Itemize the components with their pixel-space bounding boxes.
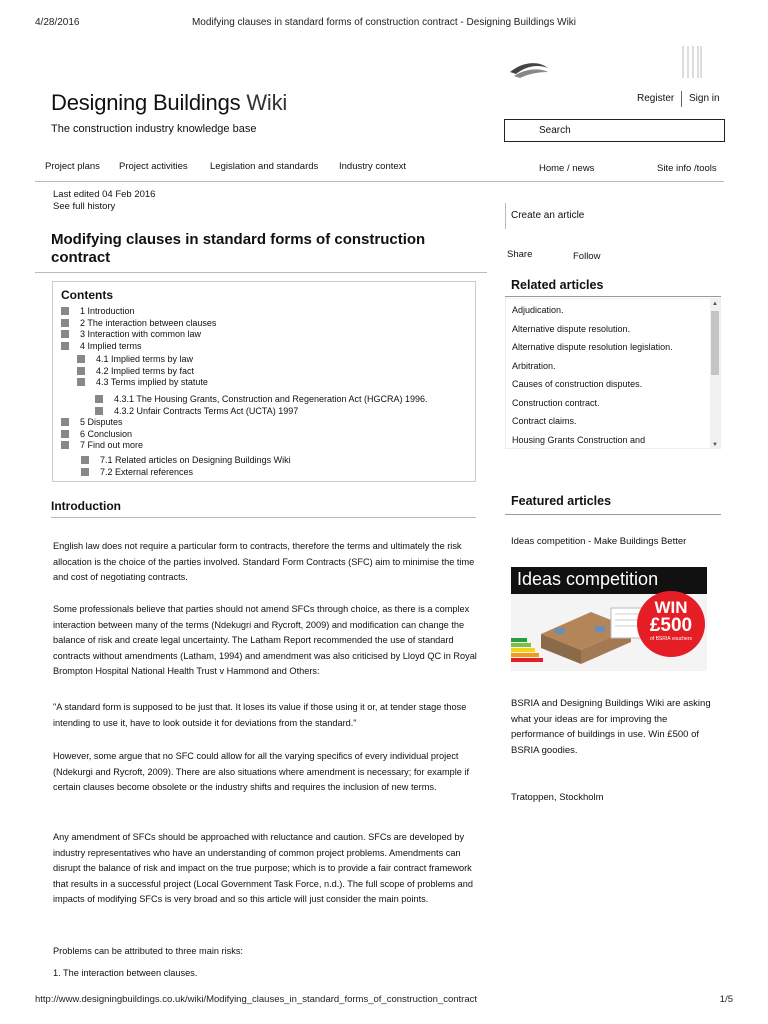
- related-articles-heading: Related articles: [511, 278, 604, 292]
- follow-button[interactable]: Follow: [573, 251, 601, 262]
- related-article-link[interactable]: Alternative dispute resolution legislation.: [512, 342, 673, 352]
- site-title[interactable]: [51, 90, 287, 116]
- watermark-stamp-icon: [680, 44, 704, 80]
- related-article-link[interactable]: Causes of construction disputes.: [512, 379, 643, 389]
- scrollbar-thumb[interactable]: [711, 311, 719, 375]
- toc-item[interactable]: 1 Introduction: [61, 306, 135, 318]
- paragraph-quote: "A standard form is supposed to be just that. It loses its value if those using it or, at tender stage those intending to use it, have to look outside it for deviations from the standard.": [53, 702, 467, 728]
- related-article-link[interactable]: Adjudication.: [512, 305, 564, 315]
- toc-item[interactable]: 4.3.2 Unfair Contracts Terms Act (UCTA) 1997: [95, 406, 298, 418]
- nav-home-news[interactable]: Home / news: [539, 163, 595, 174]
- search-label: Search: [539, 125, 571, 136]
- title-divider: [35, 272, 487, 273]
- toc-bullet-icon: [61, 307, 69, 315]
- page-title: Modifying clauses in standard forms of construction contract: [51, 231, 426, 266]
- toc-item[interactable]: 7.1 Related articles on Designing Buildings Wiki: [81, 455, 291, 467]
- toc-item[interactable]: 2 The interaction between clauses: [61, 318, 216, 330]
- toc-bullet-icon: [61, 319, 69, 327]
- featured-article-link[interactable]: Ideas competition - Make Buildings Better: [511, 536, 687, 547]
- toc-bullet-icon: [61, 418, 69, 426]
- toc-bullet-icon: [61, 330, 69, 338]
- toc-item[interactable]: 3 Interaction with common law: [61, 329, 201, 341]
- related-articles-list[interactable]: [505, 298, 721, 449]
- paragraph: Some professionals believe that parties should not amend SFCs through choice, as there is a complex interaction between many of the terms (Ndekugri and Rycroft, 2009) and modification can change the balance of risk and create legal uncertainty. The Latham Report recommended the use of standard contracts without amendments (Latham, 1994) and amendment was also criticised by Lloyd QC in Royal Brompton Hospital National Health Trust v Hammond and Others:: [53, 604, 477, 676]
- featured-article-summary: BSRIA and Designing Buildings Wiki are asking what your ideas are for improving the performance of buildings in use. Win £500 of BSRIA goodies.: [511, 698, 711, 756]
- register-link[interactable]: Register: [637, 93, 675, 104]
- related-divider: [505, 296, 721, 297]
- featured-article-image[interactable]: [511, 567, 707, 671]
- toc-item[interactable]: 7 Find out more: [61, 440, 143, 452]
- create-article-divider: [505, 203, 506, 229]
- site-tagline: The construction industry knowledge base: [51, 123, 257, 135]
- featured-articles-heading: Featured articles: [511, 494, 612, 508]
- share-button[interactable]: Share: [507, 249, 533, 260]
- sign-in-link[interactable]: Sign in: [689, 93, 720, 104]
- print-page-title: Modifying clauses in standard forms of construction contract - Designing Buildings Wiki: [191, 17, 577, 28]
- toc-bullet-icon: [61, 441, 69, 449]
- search-input[interactable]: [504, 119, 725, 142]
- nav-project-plans[interactable]: Project plans: [45, 161, 100, 172]
- toc-item[interactable]: 4.3 Terms implied by statute: [77, 377, 208, 389]
- featured-divider: [505, 514, 721, 515]
- toc-bullet-icon: [77, 378, 85, 386]
- print-date: 4/28/2016: [35, 17, 80, 28]
- related-scrollbar[interactable]: [710, 299, 720, 449]
- toc-item[interactable]: 5 Disputes: [61, 417, 123, 429]
- toc-item[interactable]: 4.3.1 The Housing Grants, Construction and Regeneration Act (HGCRA) 1996.: [95, 394, 428, 406]
- paragraph: Any amendment of SFCs should be approached with reluctance and caution. SFCs are developed by industry representatives who have an understanding of common project problems. Amendments can disrupt the balance of risk and impact on the true purpose; which is to provide a fair contract framework that results in a successful project (Local Government Task Force, n.d.). The full scope of problems and impacts of modifying SFCs is very broad and so this article will just consider the main points.: [53, 832, 473, 904]
- toc-item[interactable]: 4.2 Implied terms by fact: [77, 366, 194, 378]
- toc-bullet-icon: [61, 430, 69, 438]
- related-article-link[interactable]: Construction contract.: [512, 397, 600, 408]
- paragraph: Problems can be attributed to three main risks:: [53, 946, 243, 956]
- scroll-up-icon[interactable]: ▲: [712, 301, 718, 307]
- create-article-link[interactable]: Create an article: [511, 210, 585, 221]
- full-history-link[interactable]: See full history: [53, 201, 116, 212]
- nav-project-activities[interactable]: Project activities: [119, 161, 188, 172]
- paragraph: However, some argue that no SFC could allow for all the varying specifics of every individual project (Ndekurgi and Rycroft, 2009). There are also situations where amendment is necessary; for example if certain clauses become obsolete or the industry shifts and requires the inclusion of new terms.: [53, 751, 470, 792]
- nav-industry-context[interactable]: Industry context: [339, 161, 407, 172]
- site-title-name: Designing Buildings: [51, 90, 241, 115]
- last-edited: Last edited 04 Feb 2016: [53, 189, 156, 200]
- contents-title: Contents: [61, 288, 113, 302]
- nav-site-info[interactable]: Site info /tools: [657, 163, 717, 174]
- toc-item[interactable]: 7.2 External references: [81, 467, 193, 479]
- toc-bullet-icon: [95, 395, 103, 403]
- toc-item[interactable]: 4.1 Implied terms by law: [77, 354, 193, 366]
- site-logo-icon[interactable]: [508, 58, 550, 82]
- section-divider: [51, 517, 476, 518]
- promo-win-label: WIN: [654, 598, 688, 617]
- toc-item[interactable]: 6 Conclusion: [61, 429, 132, 441]
- list-item: 1. The interaction between clauses.: [53, 968, 198, 978]
- nav-divider: [35, 181, 724, 182]
- related-article-link[interactable]: Housing Grants Construction and: [512, 434, 646, 445]
- toc-bullet-icon: [61, 342, 69, 350]
- nav-legislation-standards[interactable]: Legislation and standards: [210, 161, 319, 172]
- scroll-down-icon[interactable]: ▼: [712, 442, 718, 448]
- toc-bullet-icon: [77, 355, 85, 363]
- toc-item[interactable]: 4 Implied terms: [61, 341, 142, 353]
- featured-location: Tratoppen, Stockholm: [511, 792, 604, 803]
- toc-bullet-icon: [77, 367, 85, 375]
- table-of-contents: [52, 281, 476, 482]
- promo-small-print: of BSRIA vouchers: [650, 636, 692, 642]
- toc-bullet-icon: [81, 456, 89, 464]
- header-separator: [681, 91, 682, 107]
- print-page-number: 1/5: [719, 994, 733, 1005]
- section-heading-introduction: Introduction: [51, 499, 121, 513]
- toc-bullet-icon: [95, 407, 103, 415]
- promo-amount: £500: [649, 615, 693, 636]
- paragraph: English law does not require a particular form to contracts, therefore the terms and ultimately the risk allocation is the choice of the parties involved. Standard Form Contracts (SFC) aim to minimise the time and cost of negotiating contracts.: [53, 541, 475, 582]
- print-url: http://www.designingbuildings.co.uk/wiki/Modifying_clauses_in_standard_forms_of_construction_contract: [35, 994, 477, 1005]
- site-title-suffix: Wiki: [246, 90, 288, 115]
- promo-band-title: Ideas competition: [511, 567, 707, 594]
- promo-win-badge: [637, 591, 705, 657]
- toc-bullet-icon: [81, 468, 89, 476]
- related-article-link[interactable]: Alternative dispute resolution.: [512, 323, 631, 334]
- related-article-link[interactable]: Contract claims.: [512, 416, 577, 426]
- related-article-link[interactable]: Arbitration.: [512, 360, 556, 371]
